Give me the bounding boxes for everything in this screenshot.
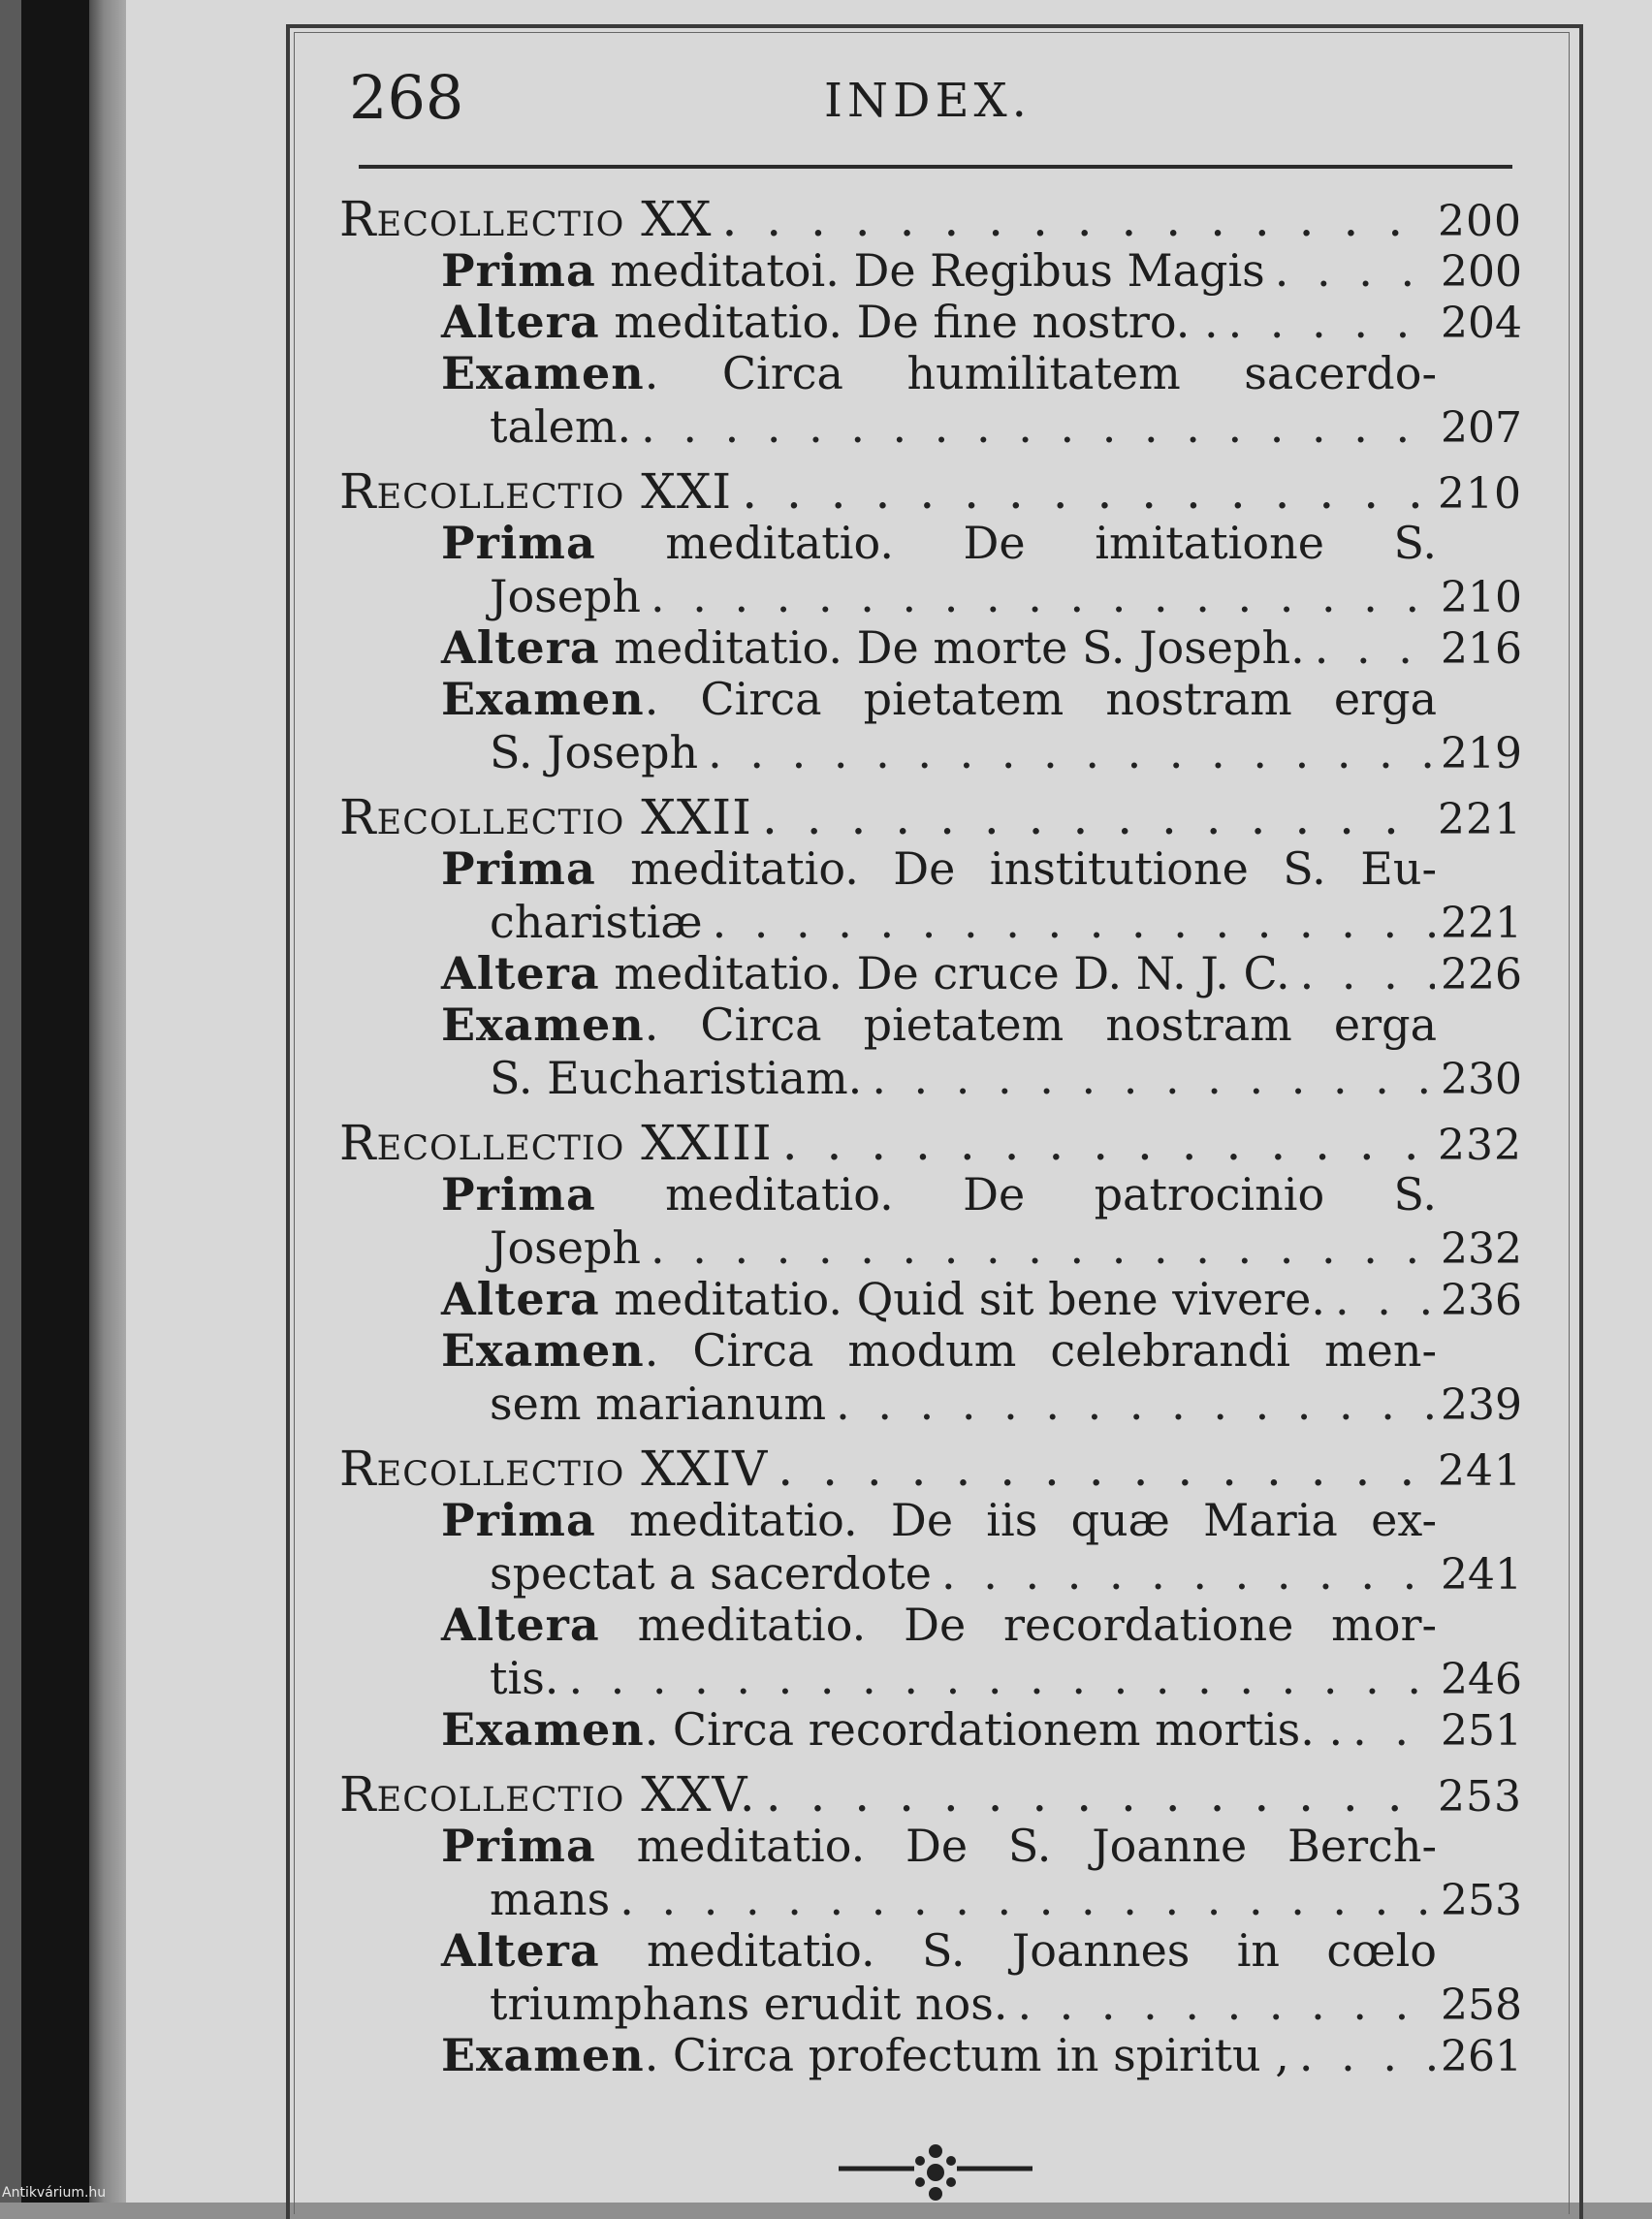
entry-text: Prima meditatio. De institutione S. Eu- bbox=[441, 842, 1437, 895]
index-entry-continuation bbox=[339, 1653, 1522, 1704]
index-entry-continuation bbox=[339, 897, 1522, 948]
index-section bbox=[339, 1766, 1522, 2081]
index-entry bbox=[339, 622, 1522, 674]
entry-text: Examen. Circa humilitatem sacerdo- bbox=[441, 347, 1437, 399]
entry-text: spectat a sacerdote bbox=[490, 1547, 932, 1600]
page-reference: 226 bbox=[1441, 950, 1522, 999]
index-entry-continuation bbox=[339, 1379, 1522, 1430]
dot-leader bbox=[1228, 297, 1435, 348]
page-reference: 204 bbox=[1441, 299, 1522, 348]
dot-leader bbox=[1315, 622, 1435, 674]
entry-text: Examen. Circa pietatem nostram erga bbox=[441, 673, 1437, 725]
header-rule bbox=[359, 165, 1512, 169]
entry-text: Altera meditatio. Quid sit bene vivere. bbox=[441, 1273, 1326, 1325]
page-reference: 261 bbox=[1441, 2032, 1522, 2081]
index-section bbox=[339, 789, 1522, 1104]
entry-text: Altera meditatio. De morte S. Joseph. bbox=[441, 621, 1305, 674]
entry-text: Altera meditatio. S. Joannes in cœlo bbox=[441, 1924, 1437, 1977]
index-entry bbox=[339, 518, 1522, 571]
entry-text: Examen. Circa profectum in spiritu , bbox=[441, 2029, 1289, 2081]
entry-text: sem marianum bbox=[490, 1378, 827, 1430]
book-spine bbox=[0, 0, 21, 2203]
entry-text: S. Eucharistiam. bbox=[490, 1052, 863, 1104]
entry-text: Prima meditatio. De S. Joanne Berch- bbox=[441, 1820, 1437, 1872]
page-reference: 232 bbox=[1438, 1121, 1522, 1170]
entry-text: Prima meditatio. De iis quæ Maria ex- bbox=[441, 1494, 1437, 1546]
page-reference: 258 bbox=[1441, 1981, 1522, 2030]
dot-leader bbox=[782, 1118, 1432, 1169]
index-entry bbox=[339, 297, 1522, 348]
page-reference: 221 bbox=[1441, 899, 1522, 948]
dot-leader bbox=[778, 1443, 1432, 1495]
entry-text: talem. bbox=[490, 400, 632, 453]
index-entry bbox=[339, 1495, 1522, 1548]
entry-text: triumphans erudit nos. bbox=[490, 1978, 1008, 2030]
index-entry bbox=[339, 1600, 1522, 1653]
index-entry bbox=[339, 1169, 1522, 1222]
page-reference: 200 bbox=[1441, 247, 1522, 297]
entry-text: S. Joseph bbox=[490, 726, 699, 778]
index-entry bbox=[339, 1704, 1522, 1756]
dot-leader bbox=[766, 1769, 1432, 1821]
index-entry-continuation bbox=[339, 1979, 1522, 2030]
entry-text: Prima meditatio. De imitatione S. bbox=[441, 517, 1437, 569]
page-reference: 232 bbox=[1441, 1224, 1522, 1274]
page-reference: 210 bbox=[1441, 573, 1522, 622]
index-entry bbox=[339, 245, 1522, 297]
page-reference: 236 bbox=[1441, 1276, 1522, 1325]
section-title: Recollectio XX bbox=[339, 191, 713, 247]
dot-leader bbox=[1017, 1979, 1435, 2030]
index-entry-continuation bbox=[339, 1548, 1522, 1600]
dot-leader bbox=[742, 466, 1432, 518]
index-entry-continuation bbox=[339, 1053, 1522, 1104]
index-entry-continuation bbox=[339, 1222, 1522, 1274]
index-section bbox=[339, 1115, 1522, 1430]
watermark: Antikvárium.hu bbox=[2, 2185, 107, 2201]
index-entry-continuation bbox=[339, 1874, 1522, 1925]
page-reference: 253 bbox=[1438, 1772, 1522, 1822]
dot-leader bbox=[1299, 2030, 1435, 2081]
section-heading bbox=[339, 1115, 1522, 1171]
page-reference: 210 bbox=[1438, 469, 1522, 519]
dot-leader bbox=[568, 1653, 1435, 1704]
index-entry-continuation bbox=[339, 571, 1522, 622]
section-title: Recollectio XXV. bbox=[339, 1766, 756, 1823]
dot-leader bbox=[872, 1053, 1435, 1104]
entry-text: Examen. Circa recordationem mortis. . bbox=[441, 1703, 1344, 1756]
page-reference: 241 bbox=[1438, 1446, 1522, 1496]
dot-leader bbox=[836, 1379, 1435, 1430]
page-reference: 200 bbox=[1438, 197, 1522, 246]
page-title: INDEX. bbox=[824, 74, 1032, 128]
page-reference: 241 bbox=[1441, 1550, 1522, 1600]
entry-text: Examen. Circa pietatem nostram erga bbox=[441, 999, 1437, 1051]
index-entry bbox=[339, 2030, 1522, 2081]
book-binding bbox=[21, 0, 89, 2203]
index-entry bbox=[339, 1925, 1522, 1979]
page-reference: 219 bbox=[1441, 729, 1522, 778]
page-reference: 251 bbox=[1441, 1706, 1522, 1756]
section-heading bbox=[339, 191, 1522, 247]
entry-text: Joseph bbox=[490, 570, 642, 622]
dot-leader bbox=[941, 1548, 1435, 1600]
dot-leader bbox=[651, 571, 1435, 622]
section-title: Recollectio XXIV bbox=[339, 1441, 769, 1497]
dot-leader bbox=[1275, 245, 1435, 297]
index-entry bbox=[339, 348, 1522, 401]
dot-leader bbox=[708, 727, 1435, 778]
page-reference: 221 bbox=[1438, 795, 1522, 844]
index-entry bbox=[339, 1325, 1522, 1379]
dot-leader bbox=[721, 194, 1432, 245]
entry-text: charistiæ bbox=[490, 896, 703, 948]
index-entries bbox=[339, 191, 1522, 2081]
index-entry bbox=[339, 1821, 1522, 1874]
section-heading bbox=[339, 1766, 1522, 1823]
index-entry bbox=[339, 674, 1522, 727]
page-edge bbox=[89, 0, 126, 2203]
entry-text: Altera meditatio. De cruce D. N. J. C. bbox=[441, 947, 1290, 999]
index-entry-continuation bbox=[339, 401, 1522, 453]
entry-text: mans bbox=[490, 1873, 611, 1925]
index-entry bbox=[339, 948, 1522, 999]
page-number: 268 bbox=[349, 62, 464, 133]
entry-text: Examen. Circa modum celebrandi men- bbox=[441, 1324, 1437, 1377]
entry-text: Prima meditatoi. De Regibus Magis bbox=[441, 244, 1265, 297]
entry-text: Prima meditatio. De patrocinio S. bbox=[441, 1168, 1437, 1220]
page-reference: 239 bbox=[1441, 1380, 1522, 1430]
dot-leader bbox=[713, 897, 1435, 948]
entry-text: Altera meditatio. De recordatione mor- bbox=[441, 1599, 1437, 1651]
page-reference: 246 bbox=[1441, 1655, 1522, 1704]
index-entry bbox=[339, 999, 1522, 1053]
section-title: Recollectio XXI bbox=[339, 463, 733, 520]
index-entry bbox=[339, 1274, 1522, 1325]
section-heading bbox=[339, 463, 1522, 520]
dot-leader bbox=[641, 401, 1435, 453]
dot-leader bbox=[1352, 1704, 1435, 1756]
dot-leader bbox=[1335, 1274, 1435, 1325]
entry-text: tis. bbox=[490, 1652, 559, 1704]
dot-leader bbox=[620, 1874, 1435, 1925]
entry-text: Altera meditatio. De fine nostro. . bbox=[441, 296, 1219, 348]
section-title: Recollectio XXIII bbox=[339, 1115, 773, 1171]
index-section bbox=[339, 1443, 1522, 1756]
index-entry-continuation bbox=[339, 727, 1522, 778]
index-entry bbox=[339, 843, 1522, 897]
index-section bbox=[339, 463, 1522, 778]
section-title: Recollectio XXII bbox=[339, 789, 752, 845]
page-reference: 207 bbox=[1441, 403, 1522, 453]
fleuron-ornament-icon bbox=[839, 2138, 1032, 2203]
dot-leader bbox=[762, 792, 1432, 843]
section-heading bbox=[339, 789, 1522, 845]
section-heading bbox=[339, 1443, 1522, 1495]
page-reference: 216 bbox=[1441, 624, 1522, 674]
page-reference: 253 bbox=[1441, 1876, 1522, 1925]
page-reference: 230 bbox=[1441, 1055, 1522, 1104]
entry-text: Joseph bbox=[490, 1221, 642, 1274]
dot-leader bbox=[651, 1222, 1435, 1274]
index-section bbox=[339, 191, 1522, 453]
dot-leader bbox=[1300, 948, 1435, 999]
